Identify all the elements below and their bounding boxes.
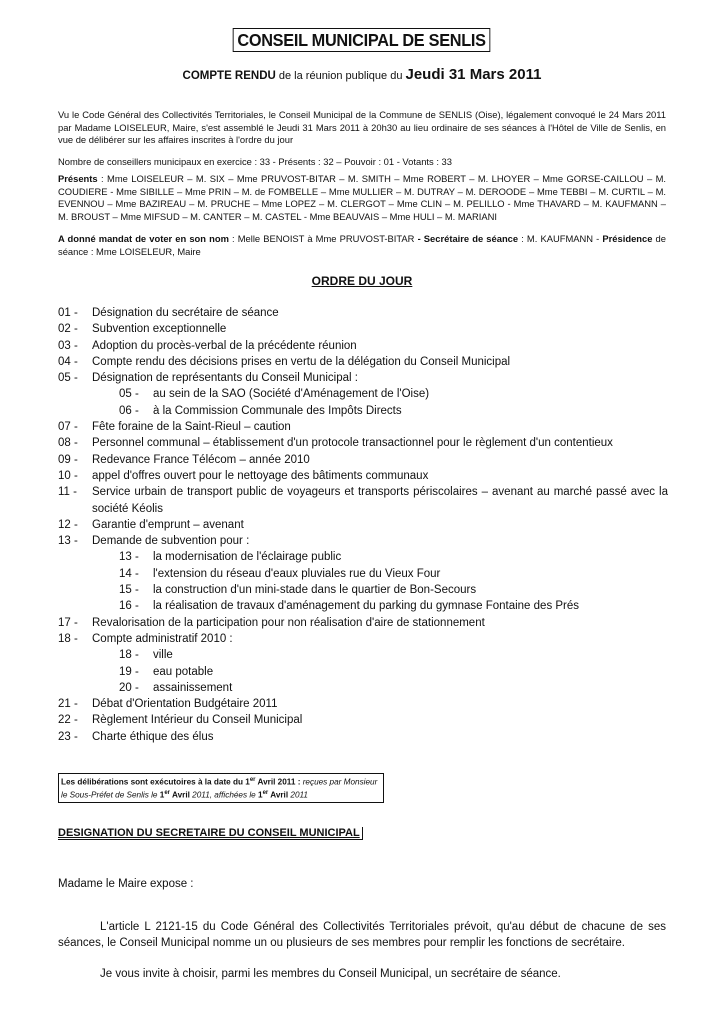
sub-list-item: [58, 582, 668, 598]
item-text: Service urbain de transport public de voyageurs et transports périscolaires – avenant au marché passé avec la société Kéolis: [92, 486, 668, 515]
item-number: 13 -: [58, 535, 78, 548]
list-item: [58, 484, 668, 517]
document-title: CONSEIL MUNICIPAL DE SENLIS: [233, 28, 491, 52]
convocation-paragraph: Vu le Code Général des Collectivités Territoriales, le Conseil Municipal de la Commune de SENLIS (Oise), légalement convoqué le 24 Mars 2011 par Madame LOISELEUR, Maire, s'est assemblé le Jeudi 31 Mars 2011 à 20h30 au lieu ordinaire de ses séances à l'Hôtel de Ville de Senlis, en vue de délibérer sur les affaires inscrites à l'ordre du jour: [58, 109, 666, 146]
invitation-paragraph: Je vous invite à choisir, parmi les membres du Conseil Municipal, un secrétaire de séance.: [100, 968, 561, 980]
agenda-list: [58, 305, 668, 745]
item-text: la construction d'un mini-stade dans le quartier de Bon-Secours: [153, 584, 477, 597]
list-item: [58, 615, 668, 631]
document-subtitle: [0, 66, 724, 83]
list-item: [58, 517, 668, 533]
item-number: 23 -: [58, 730, 78, 743]
item-text: Garantie d'emprunt – avenant: [92, 518, 244, 531]
notice-sup3: er: [262, 790, 269, 797]
notice-italic3: 2011: [288, 790, 308, 800]
secretaire-text: : M. KAUFMANN -: [518, 233, 603, 244]
list-item: [58, 338, 668, 354]
item-number: 18 -: [119, 649, 139, 662]
item-text: à la Commission Communale des Impôts Directs: [153, 404, 402, 417]
list-item: [58, 533, 668, 549]
item-text: Charte éthique des élus: [92, 730, 214, 743]
list-item: [58, 631, 668, 647]
list-item: [58, 729, 668, 745]
list-item: [58, 712, 668, 728]
item-number: 22 -: [58, 714, 78, 727]
subtitle-date: Jeudi 31 Mars 2011: [405, 66, 542, 83]
article-paragraph: L'article L 2121-15 du Code Général des Collectivités Territoriales prévoit, qu'au début de chacune de ses séances, le Conseil Municipal nomme un ou plusieurs de ses membres pour remplir les fonctions de secrétaire.: [58, 921, 666, 949]
item-text: appel d'offres ouvert pour le nettoyage des bâtiments communaux: [92, 469, 429, 482]
presents-label: Présents: [58, 173, 98, 184]
item-text: Débat d'Orientation Budgétaire 2011: [92, 698, 278, 711]
sub-list-item: [58, 403, 668, 419]
item-number: 01 -: [58, 307, 78, 319]
item-text: la réalisation de travaux d'aménagement du parking du gymnase Fontaine des Prés: [153, 600, 580, 613]
presents-text: : Mme LOISELEUR – M. SIX – Mme PRUVOST-BITAR – M. SMITH – Mme ROBERT – M. LHOYER – Mme GORSE-CAILLOU – M. COUDIERE - Mme SIBILLE – Mme PRIN – M. de FOMBELLE – Mme MULLIER – M. DUTRAY – M. DEROODE – Mme TEBBI – M. CURTIL – M. EVENNOU – Mme BAZIREAU – M. PRUCHE – Mme LOPEZ – M. CLERGOT – Mme CLIN – M. PELILLO - Mme THAVARD – M. KAUFMANN – M. BROUST – Mme MIFSUD – M. CANTER – M. CASTEL - Mme BEAUVAIS – Mme HULI – M. MARIANI: [58, 173, 666, 222]
item-number: 19 -: [119, 665, 139, 678]
mandat-label: A donné mandat de voter en son nom: [58, 233, 229, 244]
item-text: assainissement: [153, 681, 233, 694]
mandat-text: : Melle BENOIST à Mme PRUVOST-BITAR: [228, 233, 418, 244]
list-item: [58, 305, 668, 321]
sub-list-item: [58, 566, 668, 582]
item-text: Personnel communal – établissement d'un protocole transactionnel pour le règlement d'un contentieux: [92, 437, 613, 450]
item-number: 21 -: [58, 698, 78, 711]
list-item: [58, 696, 668, 712]
item-text: Règlement Intérieur du Conseil Municipal: [92, 714, 303, 727]
item-text: eau potable: [153, 665, 214, 678]
item-number: 03 -: [58, 339, 78, 352]
notice-sup2: er: [164, 790, 170, 797]
sub-list-item: [58, 598, 668, 614]
sub-list-item: [58, 549, 668, 565]
item-number: 10 -: [58, 469, 78, 482]
item-number: 15 -: [119, 584, 139, 597]
list-item: [58, 435, 668, 451]
item-number: 13 -: [119, 551, 139, 564]
item-number: 08 -: [58, 437, 78, 450]
item-number: 20 -: [119, 681, 139, 694]
item-text: Désignation de représentants du Conseil Municipal :: [92, 372, 358, 385]
item-number: 17 -: [58, 616, 78, 629]
notice-sup: er: [249, 777, 256, 783]
notice-italic: reçues par Monsieur le Sous-Préfet de Senlis le: [61, 777, 378, 800]
item-text: Redevance France Télécom – année 2010: [92, 453, 310, 466]
designation-title: DESIGNATION DU SECRETAIRE DU CONSEIL MUNICIPAL: [58, 827, 363, 840]
sub-list-item: [58, 680, 668, 696]
item-number: 18 -: [58, 632, 78, 645]
item-text: Compte rendu des décisions prises en vertu de la délégation du Conseil Municipal: [92, 355, 511, 368]
item-number: 09 -: [58, 453, 78, 466]
presidence-label: Présidence: [602, 233, 653, 244]
presents-paragraph: [58, 173, 666, 223]
notice-bold6: Avril: [268, 790, 289, 800]
item-number: 05 -: [119, 388, 139, 401]
presidence-text: de séance : Mme LOISELEUR, Maire: [58, 233, 666, 257]
item-number: 04 -: [58, 355, 78, 368]
title-wrap: [0, 28, 724, 52]
counts-paragraph: Nombre de conseillers municipaux en exercice : 33 - Présents : 32 – Pouvoir : 01 - Votants : 33: [58, 156, 452, 167]
item-text: Adoption du procès-verbal de la précédente réunion: [92, 339, 357, 352]
item-text: l'extension du réseau d'eaux pluviales rue du Vieux Four: [153, 567, 441, 580]
sub-list-item: [58, 386, 668, 402]
sub-list-item: [58, 647, 668, 663]
subtitle-mid: de la réunion publique du: [275, 70, 406, 82]
item-text: Désignation du secrétaire de séance: [92, 307, 279, 319]
item-number: 11 -: [58, 486, 77, 499]
item-number: 07 -: [58, 421, 78, 434]
list-item: [58, 370, 668, 386]
item-number: 16 -: [119, 600, 139, 613]
notice-bold3: 1: [159, 790, 165, 800]
item-number: 12 -: [58, 518, 78, 531]
item-text: Demande de subvention pour :: [92, 535, 250, 548]
notice-bold: Les délibérations sont exécutoires à la date du 1: [61, 777, 250, 787]
item-number: 06 -: [119, 404, 139, 417]
list-item: [58, 354, 668, 370]
list-item: [58, 321, 668, 337]
secretaire-label: - Secrétaire de séance: [417, 233, 519, 244]
notice-bold2: Avril 2011 :: [255, 777, 301, 787]
ordre-du-jour-title: ORDRE DU JOUR: [311, 274, 413, 288]
execution-notice-box: [58, 773, 384, 803]
list-item: [58, 419, 668, 435]
item-text: Revalorisation de la participation pour non réalisation d'aire de stationnement: [92, 616, 485, 629]
notice-bold5: 1: [258, 790, 263, 800]
maire-expose: Madame le Maire expose :: [58, 878, 194, 890]
list-item: [58, 452, 668, 468]
item-text: au sein de la SAO (Société d'Aménagement de l'Oise): [153, 388, 430, 401]
notice-italic2: 2011, affichées le: [189, 790, 258, 800]
subtitle-bold: COMPTE RENDU: [182, 70, 276, 82]
item-text: la modernisation de l'éclairage public: [153, 551, 342, 564]
item-number: 02 -: [58, 323, 78, 336]
notice-bold4: Avril: [170, 790, 190, 800]
list-item: [58, 468, 668, 484]
item-number: 05 -: [58, 372, 78, 385]
item-text: Fête foraine de la Saint-Rieul – caution: [92, 421, 291, 434]
item-number: 14 -: [119, 567, 139, 580]
item-text: Compte administratif 2010 :: [92, 632, 233, 645]
item-text: Subvention exceptionnelle: [92, 323, 227, 336]
item-text: ville: [153, 649, 173, 662]
sub-list-item: [58, 664, 668, 680]
mandat-paragraph: [58, 233, 666, 258]
